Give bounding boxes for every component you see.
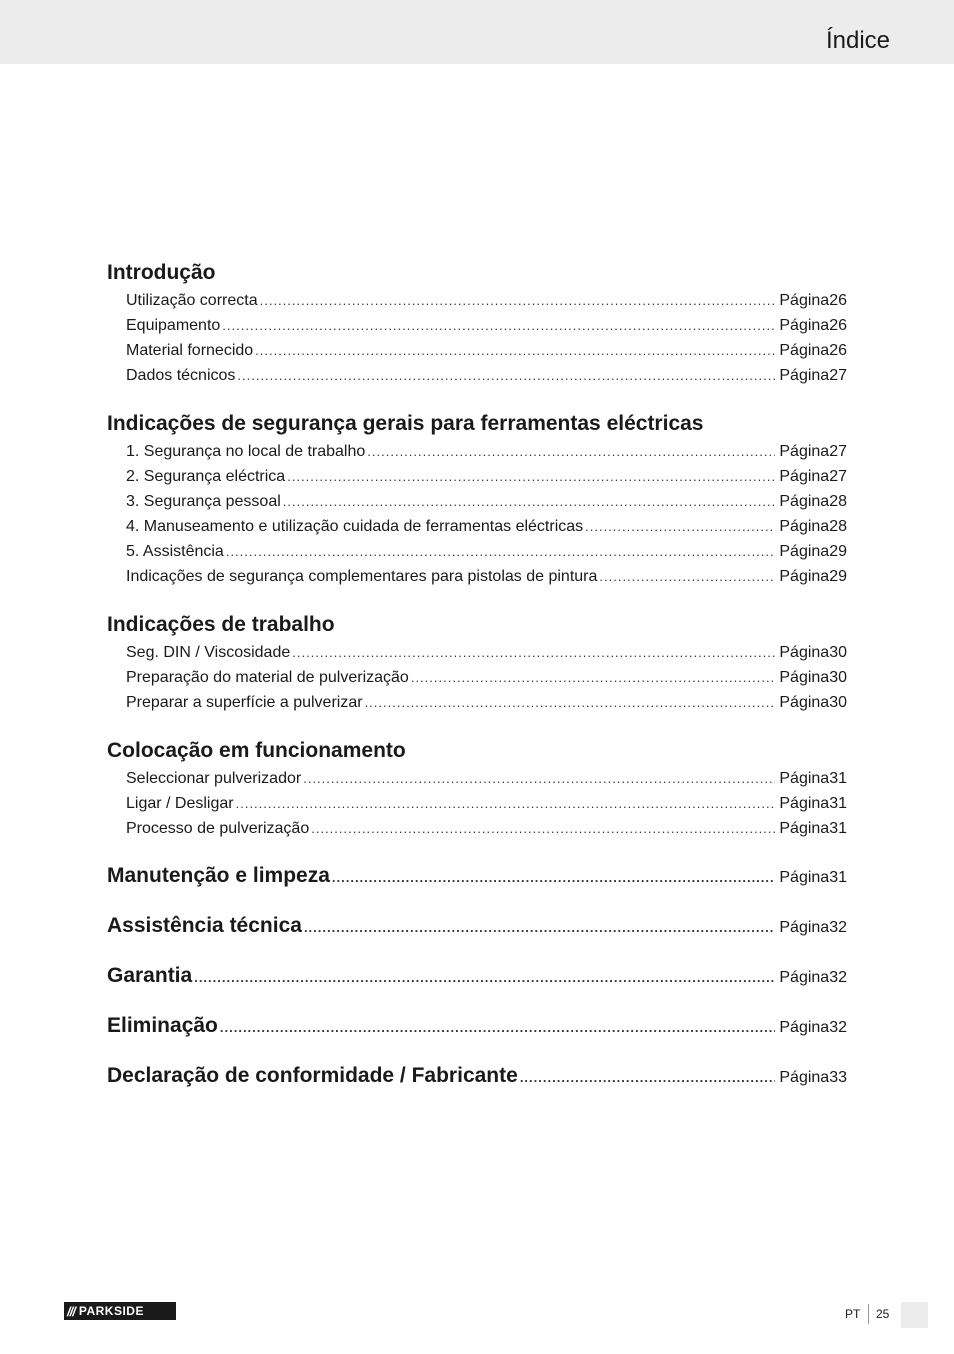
dot-leader bbox=[220, 1013, 775, 1043]
toc-entry[interactable] bbox=[107, 489, 847, 514]
section-heading: Indicações de segurança gerais para ferramentas eléctricas bbox=[107, 412, 704, 435]
page-number: 31 bbox=[829, 795, 847, 812]
page-label: Página bbox=[779, 493, 830, 510]
page-number: 33 bbox=[829, 1069, 847, 1086]
page-label: Página bbox=[779, 694, 830, 711]
toc-entry[interactable] bbox=[107, 363, 847, 388]
page-number: 32 bbox=[829, 969, 847, 986]
page-label: Página bbox=[779, 1069, 830, 1086]
footer-tab bbox=[901, 1302, 928, 1328]
toc-section-solo[interactable] bbox=[107, 961, 847, 991]
table-of-contents bbox=[107, 258, 847, 1091]
page-number: 29 bbox=[829, 543, 847, 560]
dot-leader bbox=[236, 791, 776, 816]
brand-logo bbox=[64, 1302, 176, 1320]
section-spacer bbox=[107, 891, 847, 911]
section-spacer bbox=[107, 1041, 847, 1061]
page-number: 29 bbox=[829, 568, 847, 585]
page-label: Página bbox=[779, 1019, 830, 1036]
dot-leader bbox=[332, 863, 775, 893]
toc-entry[interactable] bbox=[107, 791, 847, 816]
logo-text: PARKSIDE bbox=[78, 1304, 144, 1318]
entry-title: Utilização correcta bbox=[126, 292, 258, 309]
page-label: Página bbox=[779, 568, 830, 585]
page-number: 30 bbox=[829, 644, 847, 661]
page-number: 31 bbox=[829, 770, 847, 787]
dot-leader bbox=[237, 363, 775, 388]
page-number: 26 bbox=[829, 342, 847, 359]
page-number: 30 bbox=[829, 669, 847, 686]
footer-divider bbox=[868, 1304, 869, 1324]
page-label: Página bbox=[779, 919, 830, 936]
entry-title: Indicações de segurança complementares para pistolas de pintura bbox=[126, 568, 598, 585]
page-label: Página bbox=[779, 969, 830, 986]
toc-section bbox=[107, 610, 847, 715]
page-label: Página bbox=[779, 518, 830, 535]
page-label: Página bbox=[779, 820, 830, 837]
toc-entry[interactable] bbox=[107, 313, 847, 338]
entry-title: 1. Segurança no local de trabalho bbox=[126, 443, 366, 460]
dot-leader bbox=[303, 766, 775, 791]
entry-title: Material fornecido bbox=[126, 342, 254, 359]
entry-title: 4. Manuseamento e utilização cuidada de ferramentas eléctricas bbox=[126, 518, 584, 535]
section-spacer bbox=[107, 715, 847, 736]
toc-entry[interactable] bbox=[107, 640, 847, 665]
entry-title: Seg. DIN / Viscosidade bbox=[126, 644, 291, 661]
page-label: Página bbox=[779, 292, 830, 309]
section-spacer bbox=[107, 991, 847, 1011]
dot-leader bbox=[194, 963, 775, 993]
dot-leader bbox=[365, 690, 776, 715]
page-label: Página bbox=[779, 367, 830, 384]
page-label: Página bbox=[779, 543, 830, 560]
page-number: 27 bbox=[829, 468, 847, 485]
page-label: Página bbox=[779, 342, 830, 359]
header-band bbox=[0, 0, 954, 64]
toc-entry[interactable] bbox=[107, 464, 847, 489]
section-heading: Indicações de trabalho bbox=[107, 613, 335, 636]
toc-entry[interactable] bbox=[107, 816, 847, 841]
section-heading: Garantia bbox=[107, 964, 193, 987]
page-number: 26 bbox=[829, 292, 847, 309]
page-label: Página bbox=[779, 669, 830, 686]
entry-title: Preparar a superfície a pulverizar bbox=[126, 694, 363, 711]
dot-leader bbox=[260, 288, 776, 313]
entry-title: Seleccionar pulverizador bbox=[126, 770, 302, 787]
page-label: Página bbox=[779, 468, 830, 485]
language-code: PT bbox=[845, 1307, 861, 1321]
toc-section-solo[interactable] bbox=[107, 861, 847, 891]
dot-leader bbox=[585, 514, 775, 539]
dot-leader bbox=[292, 640, 775, 665]
dot-leader bbox=[599, 564, 775, 589]
section-spacer bbox=[107, 388, 847, 409]
dot-leader bbox=[520, 1063, 776, 1093]
toc-entry[interactable] bbox=[107, 690, 847, 715]
toc-section bbox=[107, 258, 847, 388]
page-number: 30 bbox=[829, 694, 847, 711]
page-number: 27 bbox=[829, 367, 847, 384]
entry-title: Dados técnicos bbox=[126, 367, 236, 384]
entry-title: Ligar / Desligar bbox=[126, 795, 234, 812]
dot-leader bbox=[283, 489, 776, 514]
dot-leader bbox=[287, 464, 775, 489]
section-spacer bbox=[107, 841, 847, 861]
section-heading: Declaração de conformidade / Fabricante bbox=[107, 1064, 518, 1087]
page-label: Página bbox=[779, 795, 830, 812]
page-number: 32 bbox=[829, 1019, 847, 1036]
section-heading: Manutenção e limpeza bbox=[107, 864, 330, 887]
toc-section-solo[interactable] bbox=[107, 911, 847, 941]
page-number: 28 bbox=[829, 493, 847, 510]
toc-entry[interactable] bbox=[107, 338, 847, 363]
toc-entry[interactable] bbox=[107, 766, 847, 791]
page-number: 28 bbox=[829, 518, 847, 535]
section-heading: Eliminação bbox=[107, 1014, 218, 1037]
toc-section-solo[interactable] bbox=[107, 1011, 847, 1041]
page-label: Página bbox=[779, 443, 830, 460]
toc-section-solo[interactable] bbox=[107, 1061, 847, 1091]
page-number: 26 bbox=[829, 317, 847, 334]
page-label: Página bbox=[779, 644, 830, 661]
toc-entry[interactable] bbox=[107, 439, 847, 464]
dot-leader bbox=[226, 539, 776, 564]
page-number: 31 bbox=[829, 820, 847, 837]
toc-section bbox=[107, 409, 847, 589]
section-spacer bbox=[107, 941, 847, 961]
entry-title: 3. Segurança pessoal bbox=[126, 493, 281, 510]
toc-entry[interactable] bbox=[107, 288, 847, 313]
page-label: Página bbox=[779, 869, 830, 886]
page-number: 27 bbox=[829, 443, 847, 460]
toc-entry[interactable] bbox=[107, 564, 847, 589]
dot-leader bbox=[367, 439, 775, 464]
section-heading: Assistência técnica bbox=[107, 914, 302, 937]
section-heading: Colocação em funcionamento bbox=[107, 739, 406, 762]
dot-leader bbox=[311, 816, 775, 841]
page-number-footer: 25 bbox=[876, 1307, 890, 1321]
toc-entry[interactable] bbox=[107, 514, 847, 539]
page-label: Página bbox=[779, 770, 830, 787]
dot-leader bbox=[304, 913, 775, 943]
dot-leader bbox=[255, 338, 775, 363]
page-number: 32 bbox=[829, 919, 847, 936]
toc-entry[interactable] bbox=[107, 539, 847, 564]
entry-title: Preparação do material de pulverização bbox=[126, 669, 409, 686]
entry-title: 2. Segurança eléctrica bbox=[126, 468, 286, 485]
section-spacer bbox=[107, 589, 847, 610]
entry-title: Equipamento bbox=[126, 317, 221, 334]
page-title: Índice bbox=[825, 27, 890, 54]
page-number: 31 bbox=[829, 869, 847, 886]
toc-section bbox=[107, 736, 847, 841]
page-label: Página bbox=[779, 317, 830, 334]
entry-title: 5. Assistência bbox=[126, 543, 224, 560]
toc-entry[interactable] bbox=[107, 665, 847, 690]
entry-title: Processo de pulverização bbox=[126, 820, 310, 837]
section-heading: Introdução bbox=[107, 261, 216, 284]
dot-leader bbox=[411, 665, 776, 690]
dot-leader bbox=[222, 313, 775, 338]
logo-slashes: /// bbox=[67, 1303, 75, 1319]
